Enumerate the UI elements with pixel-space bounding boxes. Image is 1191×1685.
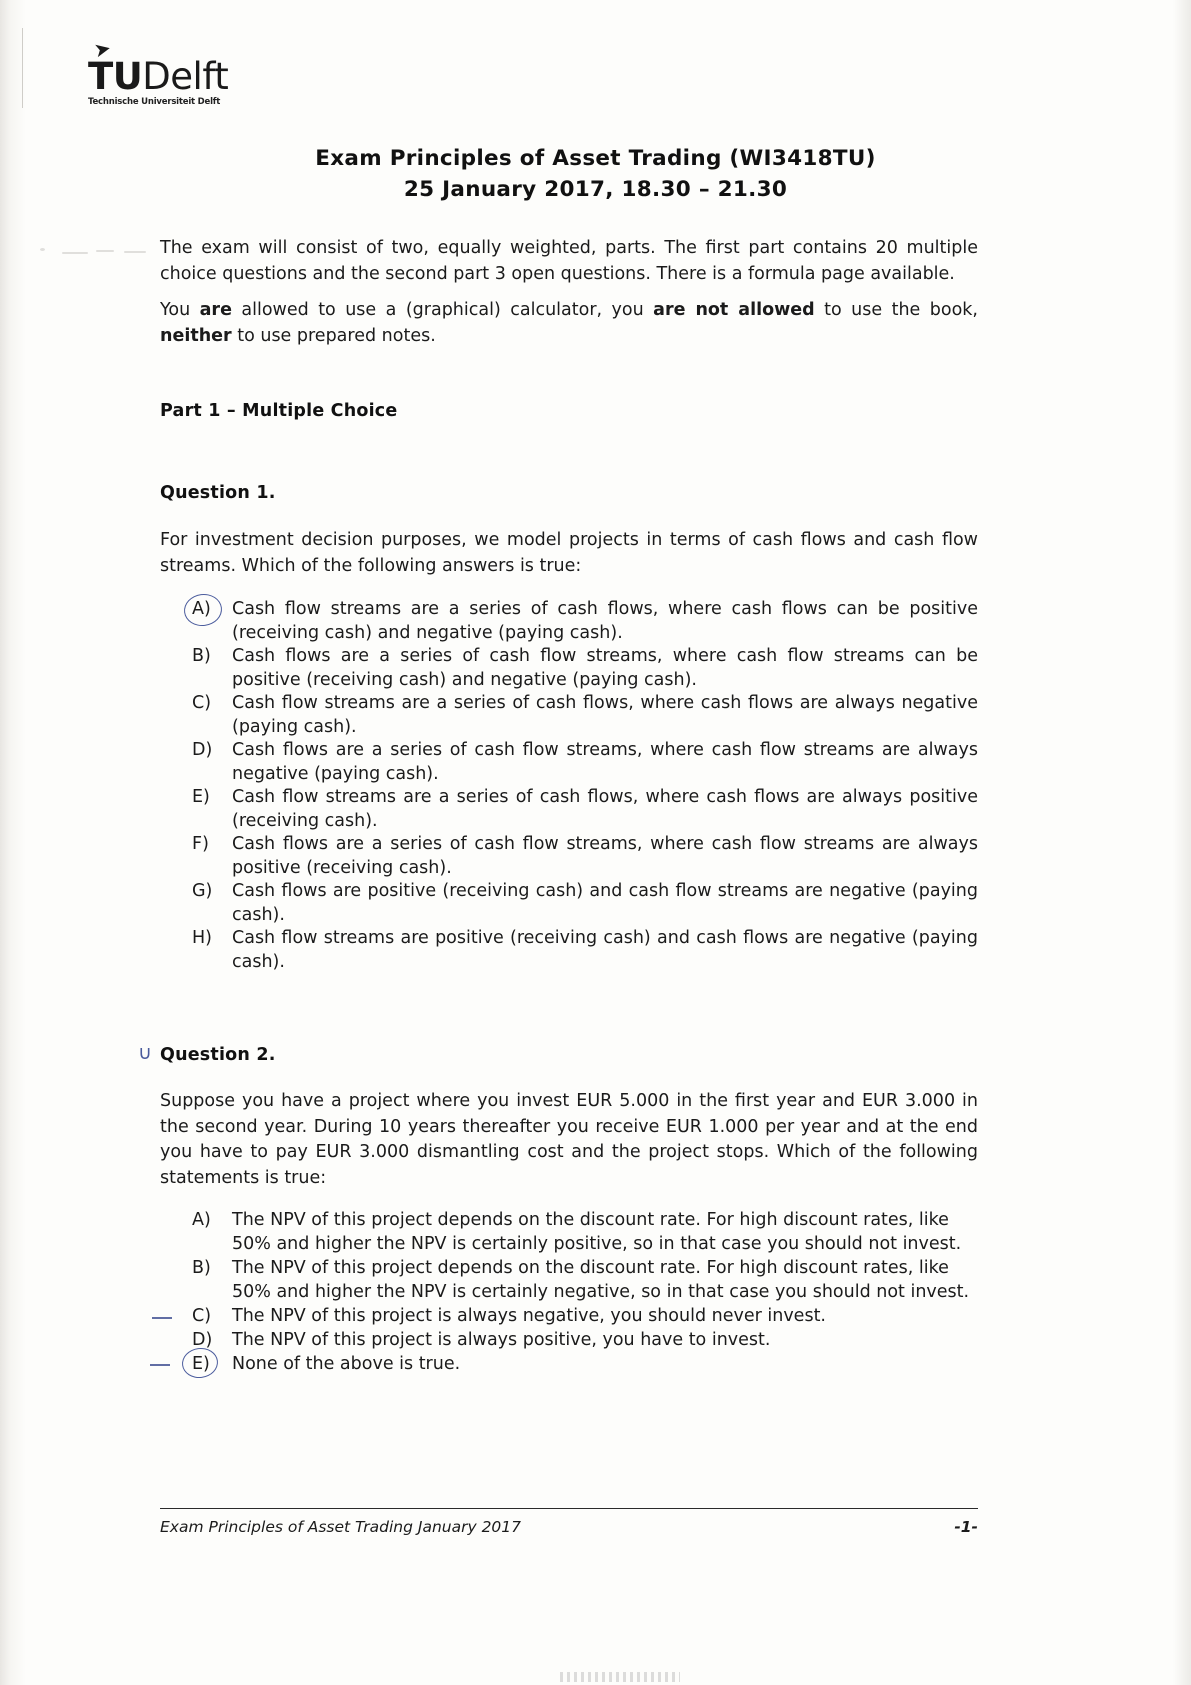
- option-label: B): [192, 646, 211, 666]
- handwritten-dash-mark: [152, 1317, 172, 1319]
- option-text: Cash flow streams are a series of cash flows, where cash flows are always positive (receiving cash).: [232, 787, 978, 831]
- intro2-part-a: You: [160, 300, 200, 320]
- option-row[interactable]: [190, 1328, 978, 1352]
- option-text: Cash flows are a series of cash flow streams, where cash flow streams are always positive (receiving cash).: [232, 834, 978, 878]
- option-row[interactable]: [190, 1352, 978, 1376]
- intro-paragraph-2: [160, 298, 978, 349]
- part-1-heading: Part 1 – Multiple Choice: [160, 401, 398, 421]
- option-label: B): [192, 1258, 211, 1278]
- option-label: C): [192, 693, 212, 713]
- option-row[interactable]: [190, 645, 978, 692]
- page-number: -1-: [954, 1518, 978, 1536]
- option-label: G): [192, 881, 213, 901]
- footer-divider: [160, 1508, 978, 1509]
- option-label: H): [192, 928, 212, 948]
- option-label: E): [192, 787, 210, 807]
- option-label: E): [192, 1354, 210, 1374]
- title-line-2: 25 January 2017, 18.30 – 21.30: [403, 177, 788, 202]
- intro2-are-not: are not allowed: [653, 300, 815, 320]
- handwritten-check-mark: ∪: [138, 1042, 152, 1064]
- question-1-heading: Question 1.: [160, 483, 276, 503]
- option-row[interactable]: [190, 598, 978, 645]
- option-label: C): [192, 1306, 212, 1326]
- option-row[interactable]: [190, 692, 978, 739]
- intro2-part-d: to use prepared notes.: [231, 325, 436, 346]
- question-1-options: [190, 598, 978, 974]
- title-line-1: Exam Principles of Asset Trading (WI3418TU): [315, 146, 876, 171]
- option-label: D): [192, 740, 213, 760]
- option-text: The NPV of this project depends on the discount rate. For high discount rates, like 50% and higher the NPV is certainly negative, so in that case you should not invest.: [232, 1258, 970, 1302]
- question-1-stem: For investment decision purposes, we model projects in terms of cash flows and cash flow streams. Which of the following answers is true:: [160, 530, 978, 576]
- option-row[interactable]: [190, 1304, 978, 1328]
- logo-letter-t: T: [88, 55, 113, 98]
- option-text: Cash flows are a series of cash flow streams, where cash flow streams are always negative (paying cash).: [232, 740, 978, 784]
- option-text: Cash flow streams are positive (receiving cash) and cash flows are negative (paying cash).: [232, 928, 978, 972]
- page-title: [0, 143, 1191, 205]
- option-text: None of the above is true.: [232, 1354, 461, 1374]
- intro2-part-c: to use the book,: [814, 300, 978, 320]
- option-row[interactable]: [190, 786, 978, 833]
- intro2-are: are: [199, 300, 232, 320]
- question-2-stem: Suppose you have a project where you invest EUR 5.000 in the first year and EUR 3.000 in the second year. During 10 years thereafter you receive EUR 1.000 per year and at the end you have to pay EUR 3.000 dismantling cost and the project stops. Which of the following statements is true:: [160, 1091, 978, 1188]
- intro2-part-b: allowed to use a (graphical) calculator, you: [231, 300, 654, 320]
- option-text: Cash flow streams are a series of cash flows, where cash flows can be positive (receiving cash) and negative (paying cash).: [232, 599, 978, 643]
- question-2-options: [190, 1208, 978, 1376]
- option-label: F): [192, 834, 209, 854]
- option-text: The NPV of this project is always negative, you should never invest.: [232, 1306, 826, 1326]
- question-2-heading: Question 2.: [160, 1045, 276, 1065]
- option-text: Cash flows are a series of cash flow streams, where cash flow streams can be positive (receiving cash) and negative (paying cash).: [232, 646, 978, 690]
- option-label: A): [192, 599, 211, 619]
- flame-icon: ➤: [91, 35, 113, 63]
- option-row[interactable]: [190, 927, 978, 974]
- option-label: A): [192, 1210, 211, 1230]
- option-text: Cash flow streams are a series of cash flows, where cash flows are always negative (paying cash).: [232, 693, 978, 737]
- intro2-neither: neither: [160, 325, 232, 346]
- scan-artifact-bottom: [560, 1672, 680, 1682]
- option-row[interactable]: [190, 1256, 978, 1304]
- logo-wordmark: [88, 35, 229, 98]
- option-text: The NPV of this project is always positive, you have to invest.: [232, 1330, 771, 1350]
- option-row[interactable]: [190, 1208, 978, 1256]
- tu-delft-logo: [88, 35, 229, 107]
- logo-word-delft: Delft: [142, 55, 229, 98]
- logo-letter-u: U: [112, 55, 143, 98]
- footer-text: Exam Principles of Asset Trading January 2017: [160, 1518, 522, 1536]
- option-row[interactable]: [190, 833, 978, 880]
- option-row[interactable]: [190, 739, 978, 786]
- handwritten-dash-mark: [150, 1364, 170, 1366]
- option-text: Cash flows are positive (receiving cash) and cash flow streams are negative (paying cash).: [232, 881, 978, 925]
- option-label: D): [192, 1330, 213, 1350]
- logo-subtitle: Technische Universiteit Delft: [88, 97, 221, 107]
- option-text: The NPV of this project depends on the discount rate. For high discount rates, like 50% and higher the NPV is certainly positive, so in that case you should not invest.: [232, 1210, 962, 1254]
- intro-paragraph-1: The exam will consist of two, equally weighted, parts. The first part contains 20 multiple choice questions and the second part 3 open questions. There is a formula page available.: [160, 238, 978, 284]
- option-row[interactable]: [190, 880, 978, 927]
